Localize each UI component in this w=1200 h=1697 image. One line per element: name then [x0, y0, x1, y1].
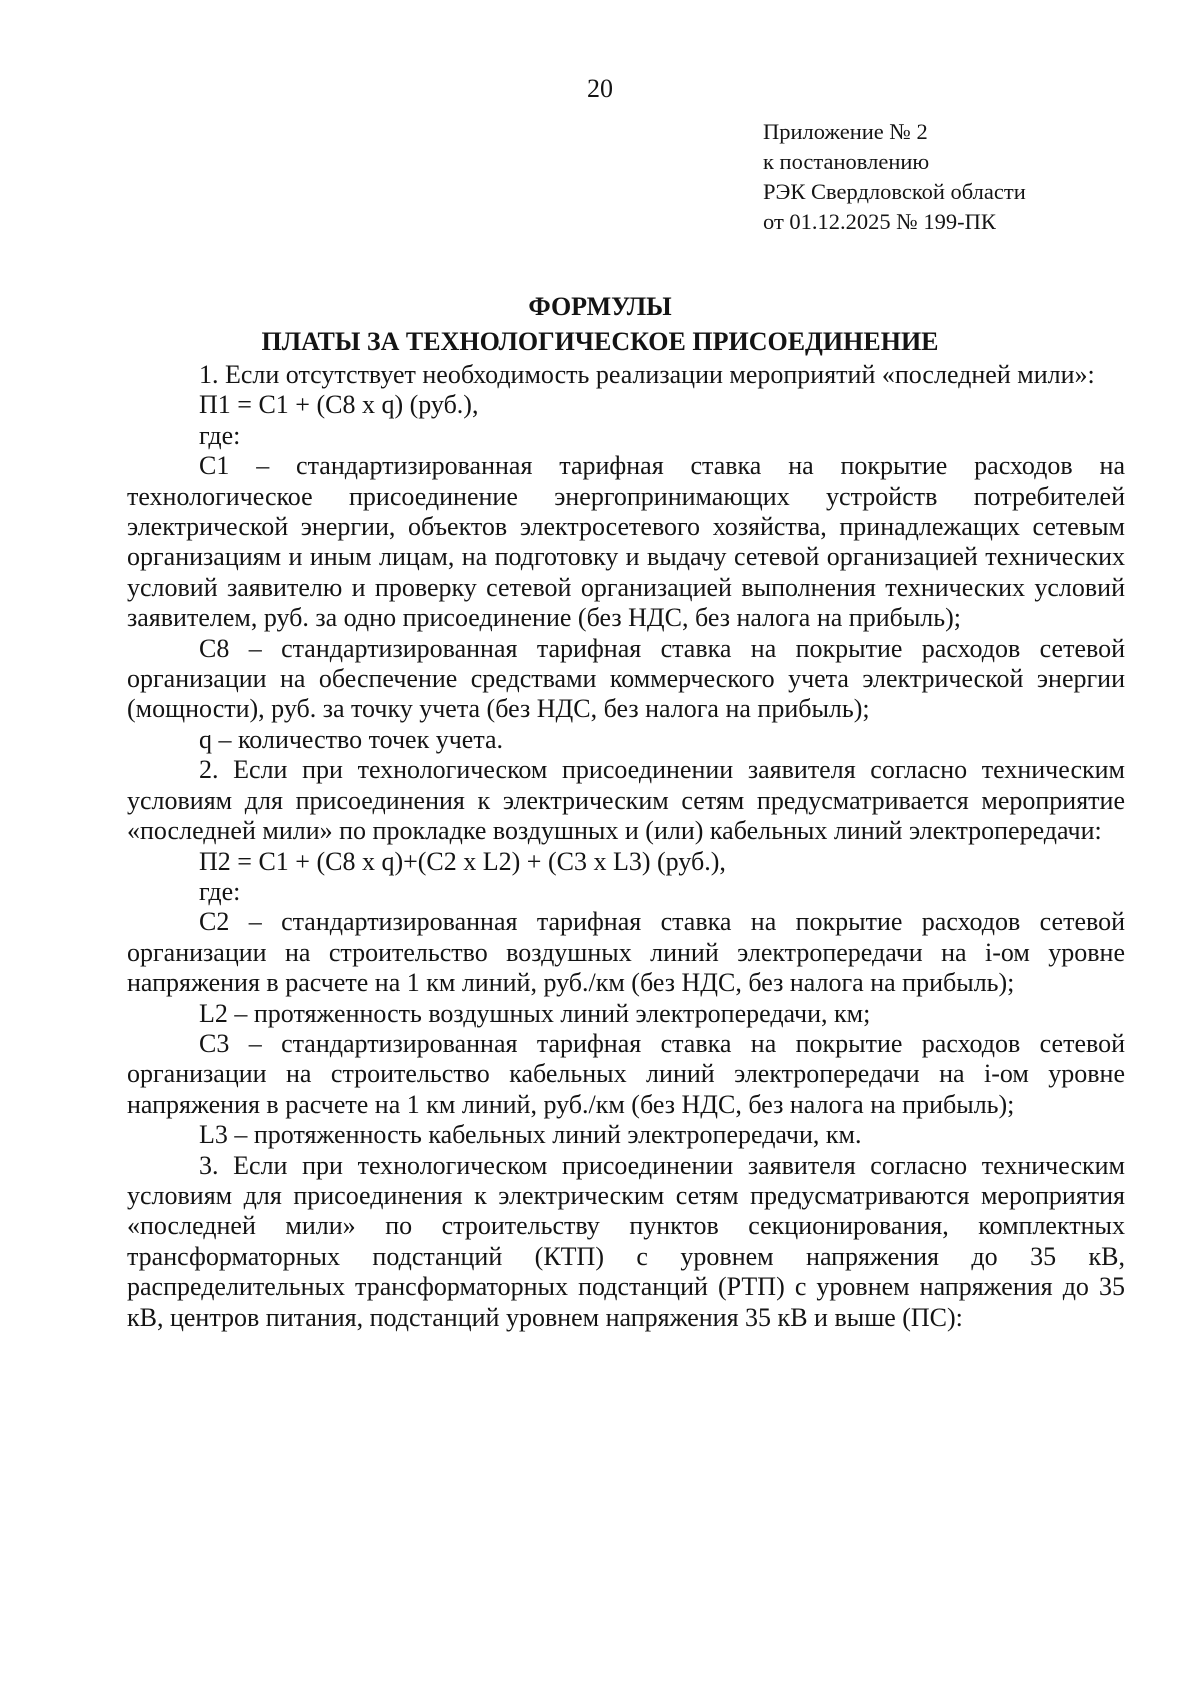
- appendix-line-1: Приложение № 2: [763, 119, 928, 144]
- formula-1: П1 = С1 + (С8 x q) (руб.),: [199, 390, 479, 420]
- definition-c1: С1 – стандартизированная тарифная ставка на покрытие расходов на технологическое присоединение энергопринимающих устройств потребителей электрической энергии, объектов электросетевого хозяйства, принадлежащих сетевым организациям и иным лицам, на подготовку и выдачу сетевой организацией технических условий заявителю и проверку сетевой организацией выполнения технических условий заявителем, руб. за одно присоединение (без НДС, без налога на прибыль);: [127, 451, 1125, 633]
- definition-c8: С8 – стандартизированная тарифная ставка на покрытие расходов сетевой организации на обеспечение средствами коммерческого учета электрической энергии (мощности), руб. за точку учета (без НДС, без налога на прибыль);: [127, 633, 1125, 724]
- definition-c3: С3 – стандартизированная тарифная ставка на покрытие расходов сетевой организации на строительство кабельных линий электропередачи на i-ом уровне напряжения в расчете на 1 км линий, руб./км (без НДС, без налога на прибыль);: [127, 1028, 1125, 1119]
- item-3-intro: 3. Если при технологическом присоединении заявителя согласно техническим условиям для присоединения к электрическим сетям предусматриваются мероприятия «последней мили» по строительству пунктов секционирования, комплектных трансформаторных подстанций (КТП) с уровнем напряжения до 35 кВ, распределительных трансформаторных подстанций (РТП) с уровнем напряжения до 35 кВ, центров питания, подстанций уровнем напряжения 35 кВ и выше (ПС):: [127, 1150, 1125, 1332]
- definition-l3: L3 – протяженность кабельных линий электропередачи, км.: [199, 1120, 862, 1150]
- page-number: 20: [587, 74, 613, 103]
- appendix-line-4: от 01.12.2025 № 199-ПК: [763, 209, 996, 234]
- appendix-line-3: РЭК Свердловской области: [763, 179, 1026, 204]
- where-label-1: где:: [199, 420, 241, 450]
- document-subtitle: ПЛАТЫ ЗА ТЕХНОЛОГИЧЕСКОЕ ПРИСОЕДИНЕНИЕ: [261, 327, 939, 356]
- definition-l2: L2 – протяженность воздушных линий электропередачи, км;: [199, 998, 871, 1028]
- document-body: [127, 360, 1125, 1333]
- where-label-2: где:: [199, 876, 241, 906]
- document-title: ФОРМУЛЫ: [528, 292, 672, 321]
- appendix-line-2: к постановлению: [763, 149, 930, 174]
- definition-c2: С2 – стандартизированная тарифная ставка на покрытие расходов сетевой организации на строительство воздушных линий электропередачи на i-ом уровне напряжения в расчете на 1 км линий, руб./км (без НДС, без налога на прибыль);: [127, 907, 1125, 998]
- item-2-intro: 2. Если при технологическом присоединении заявителя согласно техническим условиям для присоединения к электрическим сетям предусматривается мероприятие «последней мили» по прокладке воздушных и (или) кабельных линий электропередачи:: [127, 755, 1125, 846]
- formula-2: П2 = С1 + (С8 x q)+(С2 x L2) + (С3 x L3) (руб.),: [199, 846, 726, 876]
- appendix-header: [763, 117, 1026, 237]
- definition-q: q – количество точек учета.: [199, 724, 504, 754]
- item-1-intro: 1. Если отсутствует необходимость реализации мероприятий «последней мили»:: [199, 360, 1095, 389]
